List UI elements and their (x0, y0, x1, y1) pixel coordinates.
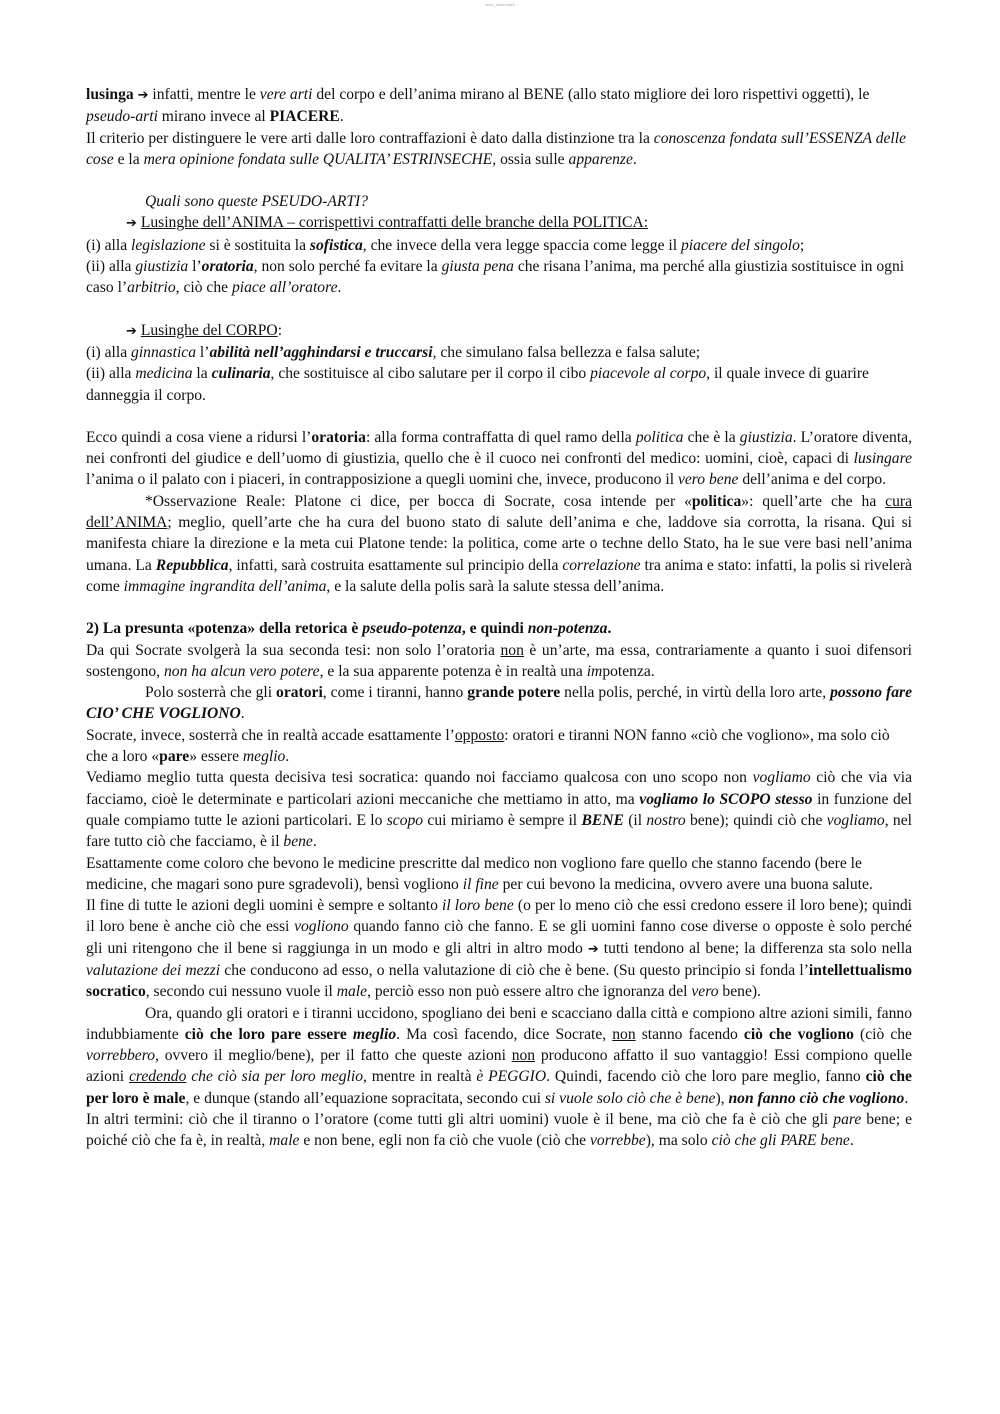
text: vogliamo (752, 769, 811, 787)
text: ciò che loro pare essere (184, 1025, 353, 1043)
text: BENE (581, 811, 624, 829)
text: l’anima o il palato con i piaceri, in contrapposizione a quegli uomini che, invece, producono il (86, 471, 678, 489)
text: vero bene (677, 471, 739, 489)
text: ciò che per loro è male (86, 1068, 912, 1107)
paragraph-socrate-opposto (86, 725, 912, 768)
text: , che invece della vera legge spaccia come legge il (362, 236, 681, 254)
text: ; meglio, quell’arte che ha cura del buono stato di salute dell’anima e che, laddove sia corrotta, la risana. Qui si manifesta chiare la direzione e la meta cui Platone tende: la politica, come arte o techne dello Stato, ha le sue vere basi nell’anima umana. La (86, 514, 912, 574)
right-arrow-icon: ➔ (126, 216, 137, 232)
text: il fine (462, 875, 499, 893)
text: non-potenza (527, 620, 608, 638)
text: che risana l’anima, ma perché alla giustizia sostituisce in ogni caso l’ (86, 258, 905, 297)
item-ginnastica (86, 342, 912, 363)
text: bene; e poiché ciò che fa è, in realtà, (86, 1111, 912, 1150)
text: (i) alla (86, 236, 132, 254)
text: pseudo-arti (86, 108, 158, 126)
text: nostro (646, 811, 686, 829)
right-arrow-icon: ➔ (126, 323, 137, 339)
text: Ecco quindi a cosa viene a ridursi l’ (86, 428, 312, 446)
paragraph-medicine (86, 853, 912, 896)
paragraph-tesi-socratica (86, 767, 912, 852)
text: abilità nell’agghindarsi e truccarsi (209, 343, 433, 361)
text: pseudo-potenza (362, 620, 462, 638)
text: Ora, quando gli oratori e i tiranni uccidono, spogliano dei beni e scacciano dalla città e compiono altre azioni simili, fanno indubbiamente (86, 1004, 912, 1043)
heading-lusinghe-corpo (86, 320, 912, 342)
item-giustizia (86, 256, 912, 299)
text: che ciò sia per loro meglio (186, 1068, 364, 1086)
text: opposto (454, 726, 505, 744)
item-medicina (86, 363, 912, 406)
text: Da qui Socrate svolgerà la sua seconda tesi: non solo l’oratoria (86, 641, 501, 659)
text: giustizia (135, 258, 189, 276)
text: vogliamo lo SCOPO stesso (639, 790, 813, 808)
text: male (336, 983, 368, 1001)
item-legislazione (86, 235, 912, 256)
text: sofistica (309, 236, 363, 254)
text: immagine ingrandita dell’anima (123, 577, 327, 595)
text: non (500, 641, 524, 659)
text: vogliamo (826, 811, 885, 829)
text: . (285, 748, 290, 766)
text: si è sostituita la (205, 236, 310, 254)
paragraph-polo (86, 682, 912, 725)
text: . (337, 279, 342, 297)
text: pare (159, 748, 190, 766)
text: , infatti, sarà costruita esattamente sul principio della (228, 556, 563, 574)
text: scopo (386, 811, 424, 829)
text: , nel fare tutto ciò che facciamo, è il (86, 811, 912, 851)
text: ginnastica (131, 343, 197, 361)
text: è un’arte, ma essa, contrariamente a quanto i suoi difensori sostengono, (86, 641, 912, 680)
text: oratoria (201, 258, 254, 276)
text: vero (691, 983, 719, 1001)
text: . (849, 1132, 854, 1150)
text: medicina (135, 365, 193, 383)
text: , secondo cui nessuno vuole il (145, 983, 337, 1001)
text: è PEGGIO (476, 1068, 547, 1086)
text: culinaria (211, 365, 271, 383)
spacer (86, 170, 912, 191)
paragraph-seconda-tesi (86, 640, 912, 683)
text: bene); quindi ciò che (685, 811, 827, 829)
text: : alla forma contraffatta di quel ramo della (365, 428, 636, 446)
text: il loro bene (442, 897, 514, 915)
text: politica (635, 428, 684, 446)
text: ), (715, 1089, 729, 1107)
text: tutti tendono al bene; la differenza sta solo nella (598, 939, 912, 957)
text: ciò che vogliono (743, 1025, 854, 1043)
text: meglio (242, 748, 286, 766)
text: conoscenza fondata sull’ESSENZA delle cose (86, 129, 906, 168)
paragraph-osservazione (86, 491, 912, 597)
text: Il fine di tutte le azioni degli uomini è sempre e soltanto (86, 897, 443, 915)
text: quando fanno ciò che fanno. E se gli uomini fanno cose diverse o opposte è solo perché gli uni ritengono che il bene si raggiunga in un modo e gli altri in altro modo (86, 918, 912, 957)
text: che conducono ad esso, o nella valutazione di ciò che è bene. (Su questo principio si fonda l’ (220, 961, 809, 979)
text: vogliono (294, 918, 349, 936)
text: »: quell’arte che ha (741, 492, 886, 510)
text: per cui bevono la medicina, ovvero avere una buona salute. (498, 875, 873, 893)
text: bene (283, 833, 313, 851)
text: , ciò che (175, 279, 232, 297)
paragraph-lusinga (86, 84, 912, 128)
text: , il quale invece di guarire danneggia il corpo. (86, 365, 869, 404)
text: Quali sono queste PSEUDO-ARTI? (145, 193, 369, 211)
text: , mentre in realtà (363, 1068, 477, 1086)
text: non (511, 1047, 536, 1065)
text: : (277, 321, 283, 339)
text: » essere (189, 748, 243, 766)
text: Socrate, invece, sosterrà che in realtà accade esattamente l’ (86, 726, 455, 744)
text: grande potere (467, 684, 561, 702)
text: Esattamente come coloro che bevono le medicine prescritte dal medico non vogliono fare quello che stanno facendo (bere le medicine, che magari sono pure sgradevoli), bensì vogliono (86, 854, 862, 893)
text: (ii) alla (86, 365, 136, 383)
text: dell’anima e del corpo. (738, 471, 887, 489)
text: ), ma solo (645, 1132, 712, 1150)
text: . (607, 620, 612, 638)
text: e non bene, egli non fa ciò che vuole (ciò che (299, 1132, 590, 1150)
text: che è la (683, 428, 740, 446)
text: (i) alla (86, 343, 132, 361)
text: stanno facendo (635, 1025, 744, 1043)
text: ciò che via via facciamo, cioè le determinate e particolari azioni meccaniche che mettiamo in atto, ma (86, 769, 912, 808)
text: intellettualismo socratico (86, 961, 912, 1001)
text: nella polis, perché, in virtù della loro arte, (560, 684, 831, 702)
text: correlazione (562, 556, 641, 574)
term-lusinga: lusinga (86, 86, 134, 103)
text: . (339, 108, 344, 126)
text: apparenze (568, 150, 633, 168)
paragraph-oratori-tiranni (86, 1003, 912, 1109)
text: mera opinione fondata sulle QUALITA’ ESTRINSECHE, (143, 150, 497, 168)
text: , e dunque (stando all’equazione sopracitata, secondo cui (185, 1089, 545, 1107)
text: possono fare CIO’ CHE VOGLIONO (86, 684, 912, 723)
text: (il (623, 811, 647, 829)
heading-lusinghe-anima (86, 212, 912, 234)
text: pare (833, 1111, 862, 1129)
paragraph-oratoria (86, 427, 912, 491)
spacer (86, 406, 912, 427)
text: del corpo e dell’anima mirano al BENE (allo stato migliore dei loro rispettivi oggetti), le (312, 86, 870, 103)
text: (o per lo meno ciò che essi credono essere il loro bene); quindi il loro bene è anche ciò che essi (86, 897, 912, 936)
right-arrow-icon: ➔ (587, 941, 599, 957)
text: potenza. (602, 662, 655, 680)
text: non ha alcun vero potere (163, 662, 320, 680)
text: l’ (196, 343, 210, 361)
text: male (269, 1132, 300, 1150)
text: (ciò che (853, 1025, 912, 1043)
text: . (312, 833, 317, 851)
text: ossia sulle (496, 150, 569, 168)
text: piacevole al corpo (590, 365, 707, 383)
text: . (632, 150, 637, 168)
text: vere arti (259, 86, 313, 103)
text: la (192, 365, 212, 383)
text: e la (113, 150, 144, 168)
text: Lusinghe del CORPO (140, 321, 278, 339)
text: . L’oratore diventa, nei confronti del giudice e dell’uomo di giustizia, quello che è il cuoco nei confronti del medico: uomini, cioè, capaci di (86, 428, 912, 468)
text: meglio (352, 1025, 397, 1043)
section-heading-2 (86, 618, 912, 639)
paragraph-altri-termini (86, 1109, 912, 1152)
text: Vediamo meglio tutta questa decisiva tesi socratica: quando noi facciamo qualcosa con uno scopo non (86, 769, 753, 787)
text: l’ (188, 258, 202, 276)
text: piacere del singolo (680, 236, 800, 254)
text: Il criterio per distinguere le vere arti dalle loro contraffazioni è dato dalla distinzione tra la (86, 129, 654, 147)
text: (ii) alla (86, 258, 136, 276)
page-watermark: scan_watermark (485, 2, 515, 7)
text: im (586, 662, 603, 680)
text: politica (691, 492, 742, 510)
text: In altri termini: ciò che il tiranno o l’oratore (come tutti gli altri uomini) vuole è il bene, ma ciò che fa è ciò che gli (86, 1111, 834, 1129)
text: credendo (128, 1068, 187, 1086)
text: , perciò esso non può essere altro che ignoranza del (367, 983, 692, 1001)
paragraph-fine-azioni (86, 895, 912, 1002)
text: , e la salute della polis sarà la salute stessa dell’anima. (326, 577, 665, 595)
question-pseudo-arti (86, 191, 912, 212)
text: . (240, 705, 245, 723)
text: cura dell’ANIMA (86, 492, 912, 532)
text: . Quindi, facendo ciò che loro pare meglio, fanno (546, 1068, 866, 1086)
text: Polo sosterrà che gli (145, 684, 277, 702)
text: vorrebbero (86, 1047, 155, 1065)
text: non (612, 1025, 636, 1043)
text: mirano invece al (157, 108, 270, 126)
text: oratoria (311, 428, 366, 446)
text: non fanno ciò che vogliono (728, 1089, 905, 1107)
text: , che sostituisce al cibo salutare per il corpo il cibo (270, 365, 591, 383)
text: PIACERE (269, 108, 340, 126)
spacer (86, 597, 912, 618)
text: tra anima e stato: infatti, la polis si rivelerà come (86, 556, 912, 595)
text: , e la sua apparente potenza è in realtà una (319, 662, 587, 680)
text: , non solo perché fa evitare la (253, 258, 442, 276)
text: 2) La presunta «potenza» della retorica è (86, 620, 363, 638)
text: arbitrio (127, 279, 176, 297)
text: piace all’oratore (231, 279, 338, 297)
text: in funzione del quale compiamo tutte le azioni particolari. E lo (86, 790, 913, 829)
text: . Ma così facendo, dice Socrate, (396, 1025, 613, 1043)
text: infatti, mentre le (148, 86, 260, 103)
text: giusta pena (441, 258, 514, 276)
text: , come i tiranni, hanno (322, 684, 468, 702)
text: legislazione (131, 236, 206, 254)
text: , e quindi (461, 620, 528, 638)
text: *Osservazione Reale: Platone ci dice, per bocca di Socrate, cosa intende per « (145, 492, 692, 510)
text: , che simulano falsa bellezza e falsa salute; (432, 343, 701, 361)
text: giustizia (739, 428, 793, 446)
text: ; (799, 236, 805, 254)
text: . (904, 1089, 909, 1107)
paragraph-criterio (86, 128, 912, 171)
document-page (86, 84, 912, 1152)
text: producono affatto il suo vantaggio! Essi compiono quelle azioni (86, 1047, 913, 1086)
text: vorrebbe (590, 1132, 646, 1150)
text: Repubblica (155, 556, 229, 574)
text: valutazione dei mezzi (86, 961, 221, 979)
text: : oratori e tiranni NON fanno «ciò che vogliono», ma solo ciò che a loro « (86, 726, 890, 766)
text: ciò che gli PARE bene (711, 1132, 850, 1150)
text: lusingare (853, 450, 912, 468)
spacer (86, 299, 912, 320)
text: oratori (276, 684, 323, 702)
text: cui miriamo è sempre il (423, 811, 582, 829)
text: Lusinghe dell’ANIMA – corrispettivi contraffatti delle branche della POLITICA: (140, 214, 649, 232)
right-arrow-icon: ➔ (137, 88, 149, 103)
text: si vuole solo ciò che è bene (544, 1089, 716, 1107)
text: bene). (718, 983, 761, 1001)
text: , ovvero il meglio/bene), per il fatto che queste azioni (155, 1047, 512, 1065)
